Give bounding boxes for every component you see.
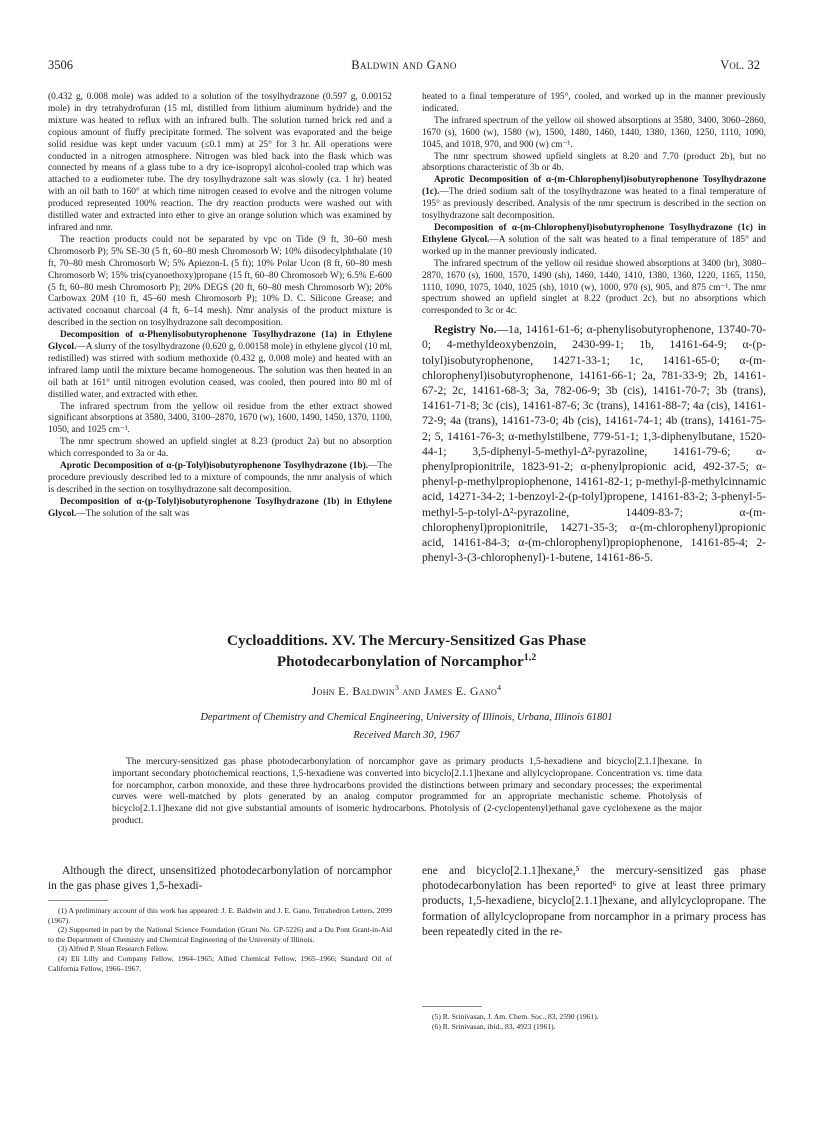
right_column-paragraph xyxy=(422,223,766,259)
page-number: 3506 xyxy=(48,58,73,72)
registry-numbers xyxy=(422,322,766,565)
footnote-rule-right xyxy=(422,1006,482,1007)
paragraph-text: —The solution of the salt was xyxy=(76,508,190,519)
author-conjunction: and xyxy=(402,684,421,698)
paragraph-text: The reaction products could not be separated by vpc on Tide (9 ft, 30–60 mesh Chromosorb P); 5% SE-30 (5 ft, 60–80 mesh Chromosorb W; 10% diisodecylphthalate (10 ft, 70–80 mesh Chromosorb W; 5% Apiezon-L (5 ft); 10% Polar Ucon (8 ft, 60–80 mesh Chromosorb W; 15% tris(cyanoethoxy)propane (15 ft, 60–80 Chromosorb W); 6.5% E-600 (5 ft, 60–80 mesh Chromosorb P); 20% DEGS (20 ft, 60–80 mesh Chromosorb W); 20% Carbowax 20M (10 ft, 45–60 mesh Chromosorb P); 10% D. C. Silicone Grease; and activated cocoanut charcoal (4 ft, 6–14 mesh). Nmr analysis of the product mixture is described in the section on tosylhydrazone salt decomposition. xyxy=(48,234,392,329)
footnotes-left xyxy=(48,906,392,973)
section-heading: Aprotic Decomposition of α-(m-Chlorophenyl)isobutyrophenone Tosylhydrazone (1c). xyxy=(422,175,766,198)
left_column-paragraph xyxy=(48,461,392,497)
paragraph-text: The infrared spectrum of the yellow oil residue showed absorptions at 3400 (br), 3080–2870, 1670 (s), 1600, 1570, 1490 (sh), 1460, 1440, 1410, 1380, 1360, 1220, 1165, 1150, 1110, 1090, 1075, 1040, 1025 (sh), 1010 (w), 1000, 970 (s), 905, and 875 cm⁻¹. The nmr spectrum showed an upfield singlet at 8.22 (product 2c), but no absorptions which corresponded to 3c or 4c. xyxy=(422,258,766,317)
running-title: Baldwin and Gano xyxy=(351,58,457,72)
left_column-paragraph xyxy=(48,330,392,401)
paragraph-text: heated to a final temperature of 195°, cooled, and worked up in the manner previously indicated. xyxy=(422,92,766,114)
footnotes-right xyxy=(422,1012,766,1031)
footnote-rule-left xyxy=(48,900,108,901)
paragraph-text: The infrared spectrum from the yellow oil residue from the ether extract showed significant absorptions at 3580, 3400, 3100–2870, 1670 (w), 1600, 1490, 1450, 1370, 1100, 1050, and 1025 cm⁻¹. xyxy=(48,401,392,436)
section-heading: Decomposition of α-Phenylisobutyrophenone Tosylhydrazone (1a) in Ethylene Glycol. xyxy=(48,330,392,353)
registry-lead: Registry No. xyxy=(434,323,497,337)
article-title-line-1: Cycloadditions. XV. The Mercury-Sensitized Gas Phase xyxy=(226,632,587,649)
section-heading: Decomposition of α-(p-Tolyl)isobutyrophenone Tosylhydrazone (1b) in Ethylene Glycol. xyxy=(48,496,392,519)
left_column-paragraph xyxy=(48,92,392,235)
title-footnote-marks: 1,2 xyxy=(523,651,537,663)
footnote: (3) Alfred P. Sloan Research Fellow. xyxy=(58,944,169,954)
author-gano-footnote: 4 xyxy=(497,683,502,692)
right_column-paragraph xyxy=(422,152,766,176)
footnote: (1) A preliminary account of this work has appeared: J. E. Baldwin and J. E. Gano, Tetrahedron Letters, 2099 (1967). xyxy=(48,906,392,925)
right_column-paragraph xyxy=(422,116,766,152)
introduction-right xyxy=(422,864,766,940)
intro-paragraph-right: ene and bicyclo[2.1.1]hexane,⁵ the mercury-sensitized gas phase photodecarbonylation has been reported⁶ to give at least three primary products, 1,5-hexadiene, bicyclo[2.1.1]hexane, and allylcyclopropane. The formation of allylcyclopropane from norcamphor in a primary process has been repeatedly cited in the re- xyxy=(422,865,766,938)
article-title xyxy=(48,630,765,672)
paragraph-text: —The dried sodium salt of the tosylhydrazone was heated to a final temperature of 195° as previously described. Analysis of the nmr spectrum is described in the section on tosylhydrazone salt decomposition. xyxy=(422,187,766,222)
left_column-paragraph xyxy=(48,402,392,438)
paragraph-text: The nmr spectrum showed an upfield singlet at 8.23 (product 2a) but no absorption which corresponded to 3a or 4a. xyxy=(48,437,392,460)
section-heading: Decomposition of α-(m-Chlorophenyl)isobutyrophenone Tosylhydrazone (1c) in Ethylene Glycol. xyxy=(422,222,766,245)
paragraph-text: —A solution of the salt was heated to a final temperature of 185° and worked up in the manner previously indicated. xyxy=(422,234,766,257)
left_column-paragraph xyxy=(48,437,392,461)
left_column-paragraph xyxy=(48,497,392,521)
left_column-paragraph xyxy=(48,235,392,330)
experimental-right-column xyxy=(422,92,766,565)
authors xyxy=(48,684,765,699)
received-date: Received March 30, 1967 xyxy=(353,730,460,741)
section-heading: Aprotic Decomposition of α-(p-Tolyl)isobutyrophenone Tosylhydrazone (1b). xyxy=(60,461,369,472)
right_column-paragraph xyxy=(422,175,766,223)
author-baldwin-footnote: 3 xyxy=(394,683,400,692)
footnote: (2) Supported in part by the National Science Foundation (Grant No. GP-5226) and a Du Pont Grant-in-Aid to the Department of Chemistry and Chemical Engineering of the University of Illinois. xyxy=(48,925,392,944)
experimental-left-column xyxy=(48,92,392,521)
footnote: (6) R. Srinivasan, ibid., 83, 4923 (1961). xyxy=(432,1021,556,1031)
volume-label: Vol. 32 xyxy=(720,58,760,72)
right_column-paragraph xyxy=(422,259,766,319)
introduction-left xyxy=(48,864,392,894)
paragraph-text: The infrared spectrum of the yellow oil showed absorptions at 3580, 3400, 3060–2860, 1670 (s), 1600 (w), 1580 (w), 1500, 1480, 1460, 1440, 1380, 1360, 1250, 1110, 1090, 1045, and 1018, 970, and 900 (w) cm⁻¹. xyxy=(422,115,766,150)
footnote: (5) R. Srinivasan, J. Am. Chem. Soc., 83, 2590 (1961). xyxy=(432,1012,599,1021)
paragraph-text: —A slurry of the tosylhydrazone (0.620 g, 0.00158 mole) in ethylene glycol (10 ml, redistilled) was stirred with sodium methoxide (0.432 g, 0.008 mole) and heated with an infrared lamp until the mixture became homogeneous. The solution was then heated in an oil bath at 161° until nitrogen evolution ceased, was cooled, then poured into 80 ml of distilled water, and extracted with ether. xyxy=(48,342,392,400)
paragraph-text: —The procedure previously described led to a mixture of compounds, the nmr analysis of which is described in the section on tosylhydrazone salt decomposition. xyxy=(48,461,392,495)
paragraph-text: (0.432 g, 0.008 mole) was added to a solution of the tosylhydrazone (0.597 g, 0.00152 mole) in dry tetrahydrofuran (15 ml, distilled from lithium aluminum hydride) and the mixture was heated to reflux with an infrared bulb. The solution turned brick red and a copious amount of fluffy precipitate formed. The solvent was evaporated and the beige solid residue was kept under vacuum (≤0.1 mm) at 25° for 3 hr. All operations were conducted in a nitrogen atmosphere. Nitrogen was bled back into the flask which was connected by means of a glass tube to a dry ice-isopropyl alcohol-cooled trap which was attached to a eudiometer tube. The dry tosylhydrazone salt was slowly (ca. 1 hr) heated with an oil bath to 160° at which time nitrogen ceased to evolve and the nitrogen volume produced represented 100% reaction. The dry reaction products were washed out with distilled water and extracted into ether to give an orange solution which was examined by infrared and nmr. xyxy=(48,92,392,233)
intro-paragraph-left: Although the direct, unsensitized photodecarbonylation of norcamphor in the gas phase gives 1,5-hexadi- xyxy=(48,865,392,893)
running-header xyxy=(48,58,760,76)
paragraph-text: The nmr spectrum showed upfield singlets at 8.20 and 7.70 (product 2b), but no absorptions characteristic of 3b or 4b. xyxy=(422,151,766,174)
article-title-line-2: Photodecarbonylation of Norcamphor xyxy=(276,653,524,670)
right_column-paragraph xyxy=(422,92,766,116)
registry-text: —1a, 14161-61-6; α-phenylisobutyrophenone, 13740-70-0; 4-methyldeoxybenzoin, 2430-99-1; 1b, 14161-64-9; α-(p-tolyl)isobutyrophenone, 14271-33-1; 1c, 14161-65-0; α-(m-chlorophenyl)isobutyrophenone, 14161-66-1; 2a, 781-33-9; 2b, 14161-67-2; 2c, 14161-68-3; 3a, 782-06-9; 3b (cis), 14161-70-7; 3b (trans), 14161-71-8; 3c (cis), 14161-87-6; 3c (trans), 14161-88-7; 4a (cis), 14161-72-9; 4a (trans), 14161-73-0; 4b (cis), 14161-74-1; 4b (trans), 14161-75-2; 5, 14161-76-3; α-methylstilbene, 779-51-1; 1,3-diphenylbutane, 1520-44-1; 3,5-diphenyl-5-methyl-Δ²-pyrazoline, 14161-79-6; α-phenylpropionitrile, 1823-91-2; α-phenylpropionic acid, 492-37-5; α-phenyl-p-methylpropiophenone, 14161-82-1; p-methyl-β-methylcinnamic acid, 14271-34-2; 1-benzoyl-2-(p-tolyl)propene, 14161-83-2; 3-phenyl-5-methyl-5-p-tolyl-Δ²-pyrazoline, 14409-83-7; α-(m-chlorophenyl)propionitrile, 14271-35-3; α-(m-chlorophenyl)propionic acid, 14161-84-3; α-(m-chlorophenyl)propiophenone, 14161-85-4; 2-phenyl-3-(3-chlorophenyl)-1-butene, 14161-86-5. xyxy=(422,323,766,565)
abstract: The mercury-sensitized gas phase photodecarbonylation of norcamphor gave as primary products 1,5-hexadiene and bicyclo[2.1.1]hexane. In important secondary photochemical reactions, 1,5-hexadiene was converted into bicyclo[2.1.1]hexane and allylcyclopropane. Concentration vs. time data for norcamphor, carbon monoxide, and these three hydrocarbons provided the distinctions between primary and secondary processes; the experimental curves were well-matched by plots generated by an analog computor programmed for an appropriate mechanistic scheme. Photolysis of bicyclo[2.1.1]hexane did not give substantial amounts of isomeric hydrocarbons. Photolysis of (2-cyclopentenyl)ethanal gave cyclohexene as the major product. xyxy=(112,757,702,826)
affiliation: Department of Chemistry and Chemical Engineering, University of Illinois, Urbana, Illinois 61801 xyxy=(200,712,613,723)
footnote: (4) Eli Lilly and Company Fellow, 1964–1965; Allied Chemical Fellow, 1965–1966; Standard Oil of California Fellow, 1966–1967. xyxy=(48,953,392,973)
author-baldwin: John E. Baldwin xyxy=(311,684,395,698)
author-gano: James E. Gano xyxy=(424,684,498,698)
